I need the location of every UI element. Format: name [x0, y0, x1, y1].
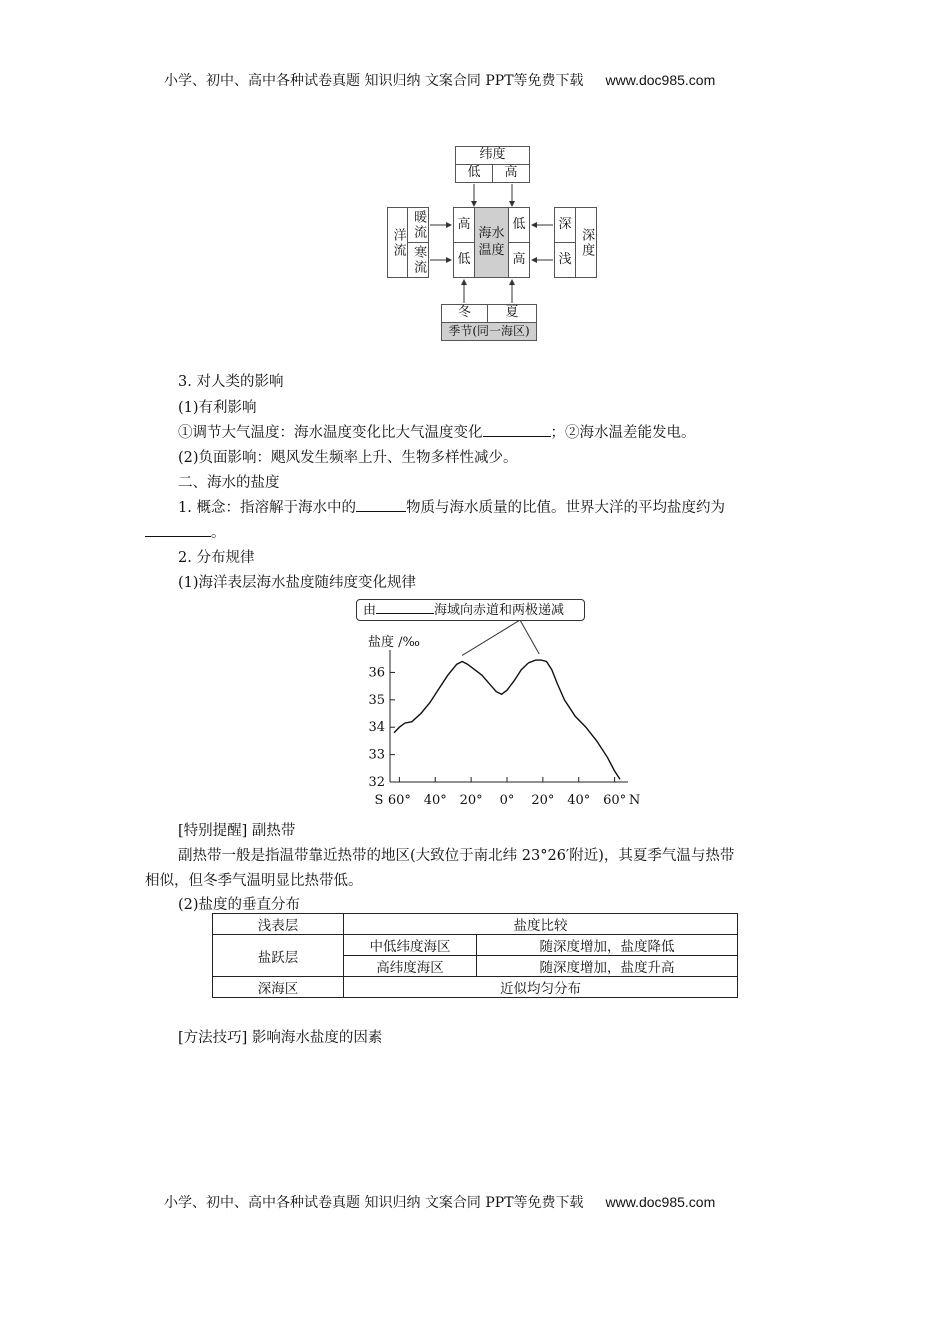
center-label: 海水温度	[478, 226, 505, 258]
answer-blank[interactable]	[376, 600, 434, 614]
center-right-low: 低	[508, 207, 530, 243]
concept-line	[178, 496, 725, 517]
callout-pointer	[520, 620, 539, 654]
header-url[interactable]: www.doc985.com	[605, 72, 716, 88]
footer-url[interactable]: www.doc985.com	[605, 1194, 716, 1210]
warm-current: 暖流	[407, 207, 429, 243]
salinity-chart	[340, 620, 640, 810]
page-header	[164, 70, 715, 90]
positive-impact: (1)有利影响	[178, 400, 257, 416]
table-row	[213, 935, 738, 956]
tip-title: [特别提醒] 副热带	[178, 823, 296, 839]
salinity-line	[394, 660, 620, 779]
header-text: 小学、初中、高中各种试卷真题 知识归纳 文案合同 PPT等免费下载	[164, 73, 584, 89]
concept-end: 。	[211, 525, 226, 541]
y-tick-label: 33	[368, 747, 385, 763]
x-tick-label: 40°	[423, 793, 447, 808]
table-cell: 随深度增加，盐度降低	[477, 935, 738, 956]
x-tick-label: 0°	[499, 793, 515, 808]
page-footer	[164, 1192, 715, 1212]
surface-salinity-title: (1)海洋表层海水盐度随纬度变化规律	[178, 575, 417, 591]
y-tick-label: 35	[368, 692, 385, 708]
table-row	[213, 977, 738, 998]
x-tick-label: 60°	[603, 793, 627, 808]
table-cell: 浅表层	[213, 914, 344, 935]
y-tick-label: 32	[368, 775, 385, 790]
table-cell: 盐跃层	[213, 935, 344, 977]
y-tick-label: 36	[368, 665, 385, 681]
table-cell: 中低纬度海区	[344, 935, 477, 956]
vertical-distribution-title: (2)盐度的垂直分布	[178, 897, 301, 913]
y-tick-label: 34	[368, 720, 385, 736]
x-end-label: N	[628, 793, 640, 808]
concept-pre: 1. 概念：指溶解于海水中的	[178, 500, 356, 516]
concept-post: 物质与海水质量的比值。世界大洋的平均盐度约为	[405, 500, 725, 516]
answer-blank[interactable]	[356, 497, 406, 512]
center-right-high: 高	[508, 242, 530, 278]
season-summer: 夏	[487, 304, 537, 323]
table-cell: 深海区	[213, 977, 344, 998]
impact-post: ；②海水温差能发电。	[550, 425, 696, 441]
season-label: 季节(同一海区)	[441, 322, 537, 341]
distribution-title: 2. 分布规律	[178, 550, 255, 566]
salinity-callout	[356, 599, 585, 621]
table-cell	[344, 914, 738, 935]
diagram-arrows	[380, 140, 610, 350]
answer-blank[interactable]	[483, 422, 551, 437]
latitude-high: 高	[492, 164, 530, 183]
footer-text: 小学、初中、高中各种试卷真题 知识归纳 文案合同 PPT等免费下载	[164, 1195, 584, 1211]
x-tick-label: 60°	[387, 793, 411, 808]
latitude-low: 低	[455, 164, 493, 183]
x-tick-label: 20°	[531, 793, 555, 808]
depth-deep: 深	[554, 207, 576, 243]
table-row	[213, 914, 738, 935]
positive-impact-detail	[178, 421, 696, 442]
negative-impact: (2)负面影响：飓风发生频率上升、生物多样性减少。	[178, 450, 518, 466]
part-2-title: 二、海水的盐度	[178, 475, 280, 491]
callout-pointer	[462, 620, 520, 655]
answer-blank[interactable]	[145, 522, 211, 537]
callout-post: 海域向赤道和两极递减	[434, 603, 565, 618]
table-cell: 高纬度海区	[344, 956, 477, 977]
section-3-title: 3. 对人类的影响	[178, 374, 284, 390]
tip-line-1: 副热带一般是指温带靠近热带的地区(大致位于南北纬 23°26′附近)，其夏季气温与热带	[178, 848, 735, 864]
x-start-label: S	[374, 793, 384, 808]
tip-line-2: 相似，但冬季气温明显比热带低。	[145, 873, 363, 889]
current-label: 洋流	[387, 207, 408, 278]
season-winter: 冬	[441, 304, 488, 323]
x-tick-label: 20°	[459, 793, 483, 808]
center-left-high: 高	[453, 207, 475, 243]
x-tick-label: 40°	[567, 793, 591, 808]
salinity-table	[212, 913, 738, 998]
latitude-label: 纬度	[455, 146, 530, 165]
center-left-low: 低	[453, 242, 475, 278]
table-cell: 近似均匀分布	[344, 977, 738, 998]
depth-shallow: 浅	[554, 242, 576, 278]
concept-line-2	[145, 521, 226, 542]
y-axis-label: 盐度 /‰	[368, 635, 420, 650]
callout-pre: 由	[363, 603, 377, 618]
depth-label: 深度	[575, 207, 597, 278]
cell-text: 盐度比较	[474, 918, 608, 935]
table-cell: 随深度增加，盐度升高	[477, 956, 738, 977]
cold-current: 寒流	[407, 242, 429, 278]
method-title: [方法技巧] 影响海水盐度的因素	[178, 1030, 383, 1046]
impact-pre: ①调节大气温度：海水温度变化比大气温度变化	[178, 425, 483, 441]
